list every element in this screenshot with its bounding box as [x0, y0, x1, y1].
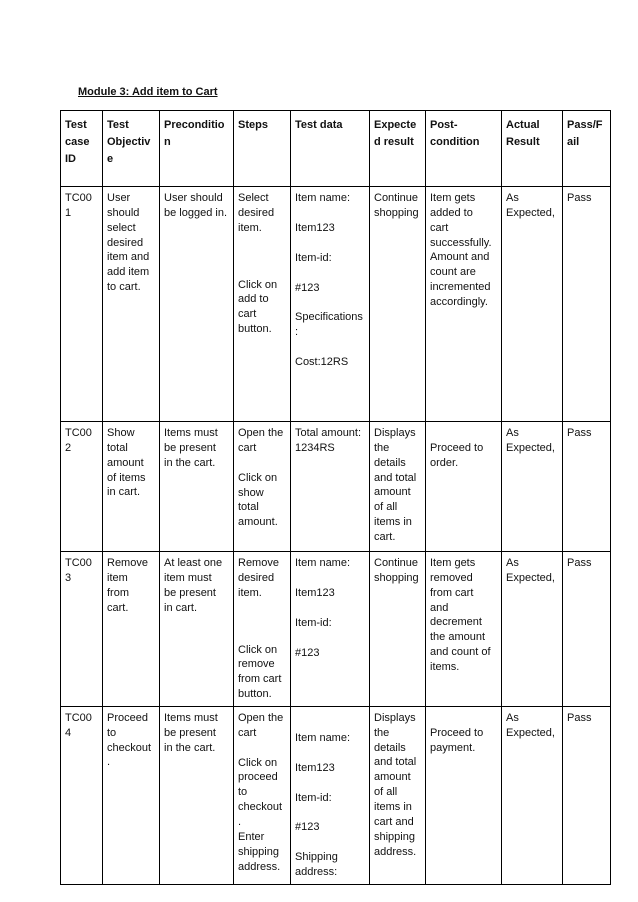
cell-pass-fail: Pass — [563, 187, 611, 422]
cell-steps: Open the cart Click on show total amount. — [234, 422, 291, 552]
table-row — [61, 187, 611, 422]
cell-expected: Displays the details and total amount of all items in cart. — [370, 422, 426, 552]
cell-post-condition: Item gets removed from cart and decrement the amount and count of items. — [426, 552, 502, 707]
cell-id: TC00 3 — [61, 552, 103, 707]
cell-precondition: Items must be present in the cart. — [160, 422, 234, 552]
cell-test-data: Item name: Item123 Item-id: #123 Specifications : Cost:12RS — [291, 187, 370, 422]
cell-steps: Open the cart Click on proceed to checkout . Enter shipping address. — [234, 706, 291, 884]
cell-pass-fail: Pass — [563, 552, 611, 707]
cell-pass-fail: Pass — [563, 422, 611, 552]
cell-id: TC00 2 — [61, 422, 103, 552]
cell-objective: Show total amount of items in cart. — [103, 422, 160, 552]
table-header-row — [61, 111, 611, 187]
table-row — [61, 552, 611, 707]
header-post-condition: Post- condition — [426, 111, 502, 187]
header-expected-result: Expecte d result — [370, 111, 426, 187]
cell-objective: Proceed to checkout . — [103, 706, 160, 884]
table-row — [61, 422, 611, 552]
header-precondition: Preconditio n — [160, 111, 234, 187]
header-test-case-id: Test case ID — [61, 111, 103, 187]
cell-post-condition: Proceed to order. — [426, 422, 502, 552]
page-title: Module 3: Add item to Cart — [78, 86, 218, 98]
cell-objective: Remove item from cart. — [103, 552, 160, 707]
cell-actual: As Expected, — [502, 706, 563, 884]
cell-actual: As Expected, — [502, 422, 563, 552]
header-actual-result: Actual Result — [502, 111, 563, 187]
cell-actual: As Expected, — [502, 552, 563, 707]
cell-precondition: At least one item must be present in cart. — [160, 552, 234, 707]
cell-id: TC00 4 — [61, 706, 103, 884]
cell-post-condition: Proceed to payment. — [426, 706, 502, 884]
cell-pass-fail: Pass — [563, 706, 611, 884]
cell-actual: As Expected, — [502, 187, 563, 422]
cell-post-condition: Item gets added to cart successfully. Amount and count are incremented accordingly. — [426, 187, 502, 422]
cell-expected: Continue shopping — [370, 552, 426, 707]
cell-steps: Remove desired item. Click on remove from cart button. — [234, 552, 291, 707]
cell-precondition: Items must be present in the cart. — [160, 706, 234, 884]
header-steps: Steps — [234, 111, 291, 187]
header-test-objective: Test Objectiv e — [103, 111, 160, 187]
cell-steps: Select desired item. Click on add to cart button. — [234, 187, 291, 422]
cell-test-data: Item name: Item123 Item-id: #123 — [291, 552, 370, 707]
cell-objective: User should select desired item and add item to cart. — [103, 187, 160, 422]
header-test-data: Test data — [291, 111, 370, 187]
cell-test-data: Total amount: 1234RS — [291, 422, 370, 552]
cell-id: TC00 1 — [61, 187, 103, 422]
cell-expected: Continue shopping — [370, 187, 426, 422]
cell-test-data: Item name: Item123 Item-id: #123 Shipping address: — [291, 706, 370, 884]
header-pass-fail: Pass/F ail — [563, 111, 611, 187]
table-row — [61, 706, 611, 884]
cell-expected: Displays the details and total amount of all items in cart and shipping address. — [370, 706, 426, 884]
test-case-table — [60, 110, 611, 885]
cell-precondition: User should be logged in. — [160, 187, 234, 422]
